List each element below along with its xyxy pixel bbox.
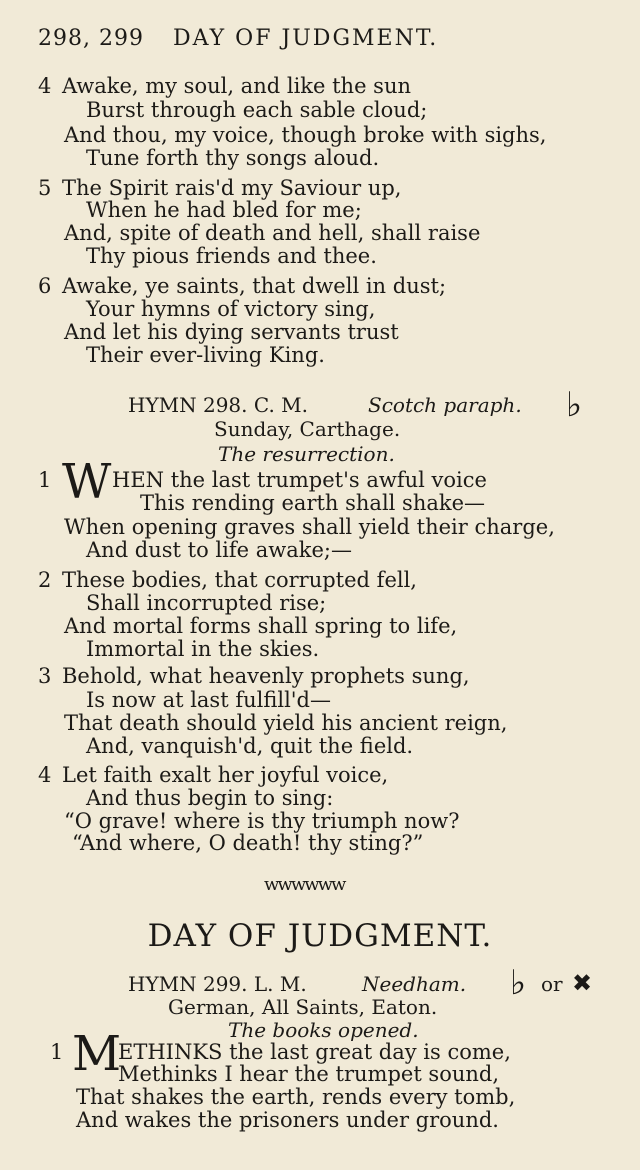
hymn-source: Scotch paraph. <box>368 393 522 417</box>
verse-line: And, vanquish'd, quit the field. <box>86 734 414 758</box>
running-title: DAY OF JUDGMENT. <box>173 26 439 51</box>
verse-number: 1 <box>50 1040 64 1064</box>
verse-line: ETHINKS the last great day is come, <box>118 1040 511 1064</box>
verse-line: And wakes the prisoners under ground. <box>76 1108 499 1132</box>
verse-line: Burst through each sable cloud; <box>86 98 428 122</box>
verse-line: Is now at last fulfill'd— <box>86 688 331 712</box>
verse-number: 3 <box>38 664 52 688</box>
flat-key-icon: ♭ <box>566 385 583 425</box>
verse-line: That shakes the earth, rends every tomb, <box>76 1085 516 1109</box>
double-sharp-icon: ✖ <box>572 969 593 997</box>
verse-number: 1 <box>38 468 52 492</box>
verse-line: When he had bled for me; <box>86 198 362 222</box>
verse-line: Tune forth thy songs aloud. <box>86 146 380 170</box>
verse-line: This rending earth shall shake— <box>140 491 486 515</box>
verse-line: And let his dying servants trust <box>64 320 399 344</box>
verse-line: Behold, what heavenly prophets sung, <box>62 664 470 688</box>
verse-line: These bodies, that corrupted fell, <box>62 568 417 592</box>
section-title: DAY OF JUDGMENT. <box>147 918 493 954</box>
verse-line: And dust to life awake;— <box>86 538 352 562</box>
verse-line: Awake, ye saints, that dwell in dust; <box>62 274 447 298</box>
verse-line: Their ever-living King. <box>86 343 325 367</box>
hymn-number-meter: HYMN 298. C. M. <box>128 393 309 417</box>
verse-line: And mortal forms shall spring to life, <box>64 614 458 638</box>
verse-line: When opening graves shall yield their charge, <box>64 515 555 539</box>
verse-line: Thy pious friends and thee. <box>86 244 377 268</box>
hymn-subject: The books opened. <box>228 1018 419 1042</box>
verse-line: “And where, O death! thy sting?” <box>72 831 424 855</box>
drop-cap: M <box>72 1026 122 1082</box>
verse-line: And, spite of death and hell, shall raise <box>64 221 481 245</box>
verse-line: That death should yield his ancient reign, <box>64 711 508 735</box>
verse-number: 2 <box>38 568 52 592</box>
verse-line: The Spirit rais'd my Saviour up, <box>62 176 402 200</box>
drop-cap: W <box>62 454 112 510</box>
hymn-tunes: German, All Saints, Eaton. <box>168 995 438 1019</box>
or-label: or <box>541 972 563 996</box>
page-numbers: 298, 299 <box>38 26 144 51</box>
verse-line: HEN the last trumpet's awful voice <box>112 468 487 492</box>
verse-line: And thou, my voice, though broke with sighs, <box>64 123 547 147</box>
verse-number: 6 <box>38 274 52 298</box>
ornament-divider: wwwwww <box>264 874 345 895</box>
verse-line: And thus begin to sing: <box>86 786 334 810</box>
verse-line: Methinks I hear the trumpet sound, <box>118 1062 500 1086</box>
verse-line: Your hymns of victory sing, <box>86 297 376 321</box>
hymn-tunes: Sunday, Carthage. <box>214 417 401 441</box>
flat-key-icon: ♭ <box>510 963 527 1003</box>
hymn-source: Needham. <box>362 972 467 996</box>
verse-number: 5 <box>38 176 52 200</box>
verse-line: Immortal in the skies. <box>86 637 320 661</box>
verse-number: 4 <box>38 763 52 787</box>
hymn-subject: The resurrection. <box>218 442 395 466</box>
verse-number: 4 <box>38 74 52 98</box>
verse-line: Awake, my soul, and like the sun <box>62 74 412 98</box>
hymn-number-meter: HYMN 299. L. M. <box>128 972 307 996</box>
verse-line: “O grave! where is thy triumph now? <box>64 809 460 833</box>
verse-line: Shall incorrupted rise; <box>86 591 327 615</box>
verse-line: Let faith exalt her joyful voice, <box>62 763 389 787</box>
